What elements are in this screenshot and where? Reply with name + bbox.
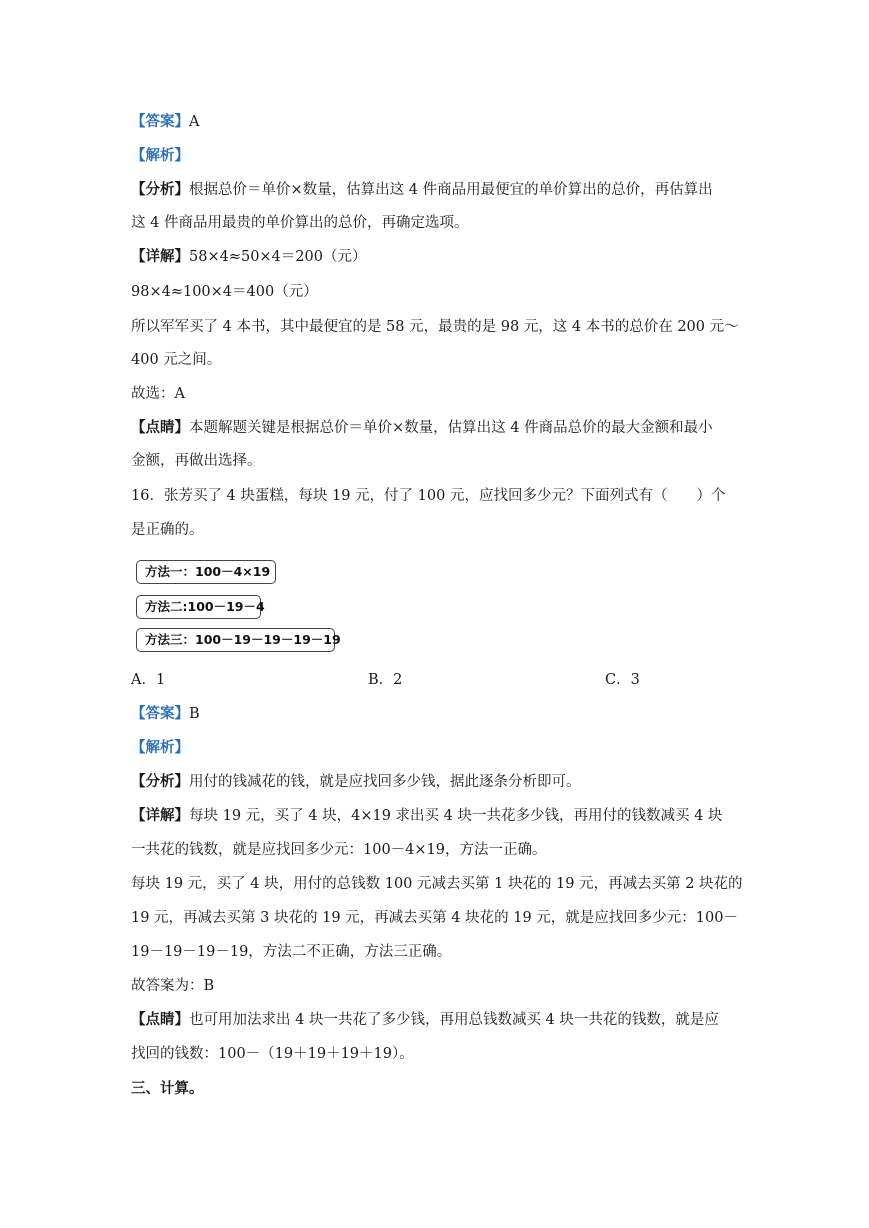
detail-line-4: 19 元，再减去买第 3 块花的 19 元，再减去买第 4 块花的 19 元，就是应找回多少元：100－ [131, 910, 738, 926]
option-c: C．3 [605, 672, 640, 688]
dianjing-line-16-1 [131, 1010, 719, 1030]
xiangjie-line-16-2: 一共花的钱数，就是应找回多少元：100－4×19，方法一正确。 [131, 842, 547, 858]
question-16-stem-1: 16．张芳买了 4 块蛋糕，每块 19 元，付了 100 元，应找回多少元？下面列式有（ ）个 [131, 488, 726, 504]
method-two-box: 方法二:100－19－4 [136, 595, 261, 619]
answer-tag-16: 【答案】 [131, 705, 189, 722]
detail-line-3: 每块 19 元，买了 4 块，用付的总钱数 100 元减去买第 1 块花的 19 元，再减去买第 2 块花的 [131, 876, 743, 892]
xiangjie-text-1: 58×4≈50×4＝200（元） [189, 249, 367, 265]
detail-line-5: 19－19－19－19，方法二不正确，方法三正确。 [131, 944, 452, 960]
answer-line-16 [131, 704, 200, 724]
choose-line: 故选：A [131, 386, 185, 402]
analysis-tag-16: 【解析】 [131, 739, 189, 756]
xiangjie-tag: 【详解】 [131, 248, 189, 265]
so-line-2: 400 元之间。 [131, 352, 222, 368]
method-one-box: 方法一：100－4×19 [136, 560, 276, 584]
xiangjie-tag-16: 【详解】 [131, 807, 189, 824]
answer-value: A [189, 114, 200, 130]
calc-line-2: 98×4≈100×4＝400（元） [131, 284, 318, 300]
dianjing-tag: 【点睛】 [131, 419, 189, 436]
fenxi-text-1: 根据总价＝单价×数量，估算出这 4 件商品用最便宜的单价算出的总价，再估算出 [189, 182, 713, 198]
answer-value-16: B [189, 706, 200, 722]
dianjing-line-2: 金额，再做出选择。 [131, 453, 262, 469]
fenxi-line-2: 这 4 件商品用最贵的单价算出的总价，再确定选项。 [131, 215, 469, 231]
fenxi-line-16 [131, 772, 581, 792]
analysis-tag: 【解析】 [131, 147, 189, 164]
fenxi-line-1 [131, 180, 713, 200]
dianjing-tag-16: 【点睛】 [131, 1011, 189, 1028]
dianjing-line-16-2: 找回的钱数：100－（19＋19＋19＋19）。 [131, 1046, 414, 1062]
xiangjie-line-16-1 [131, 806, 722, 826]
fenxi-tag-16: 【分析】 [131, 773, 189, 790]
analysis-heading [131, 146, 189, 166]
answer-line [131, 112, 199, 132]
dianjing-line-1 [131, 418, 713, 438]
dianjing-text-16-1: 也可用加法求出 4 块一共花了多少钱，再用总钱数减买 4 块一共花的钱数，就是应 [189, 1012, 719, 1028]
xiangjie-line-1 [131, 247, 366, 267]
method-three-box: 方法三：100－19－19－19－19 [136, 628, 335, 652]
section-heading: 三、计算。 [131, 1080, 204, 1097]
answer-final-line: 故答案为：B [131, 978, 215, 994]
fenxi-text-16: 用付的钱减花的钱，就是应找回多少钱，据此逐条分析即可。 [189, 774, 581, 790]
xiangjie-text-16-1: 每块 19 元，买了 4 块，4×19 求出买 4 块一共花多少钱，再用付的钱数减买 4 块 [189, 808, 723, 824]
fenxi-tag: 【分析】 [131, 181, 189, 198]
answer-tag: 【答案】 [131, 113, 189, 130]
question-16-stem-2: 是正确的。 [131, 522, 204, 538]
dianjing-text-1: 本题解题关键是根据总价＝单价×数量，估算出这 4 件商品总价的最大金额和最小 [189, 420, 713, 436]
option-b: B．2 [368, 672, 403, 688]
so-line-1: 所以军军买了 4 本书，其中最便宜的是 58 元，最贵的是 98 元，这 4 本书的总价在 200 元～ [131, 319, 739, 335]
option-a: A．1 [131, 672, 166, 688]
analysis-heading-16 [131, 738, 189, 758]
